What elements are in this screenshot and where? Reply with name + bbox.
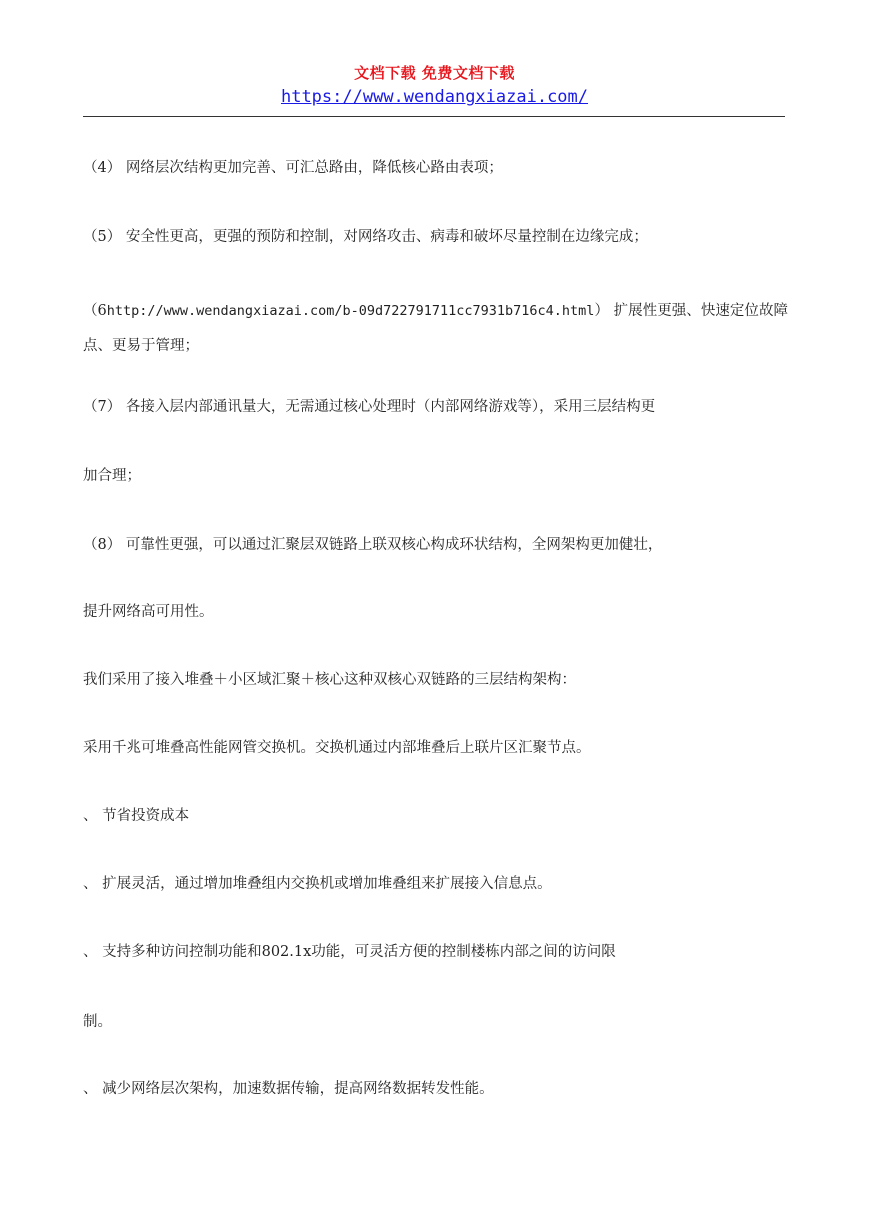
header-title: 文档下载 免费文档下载 [354,64,515,82]
bullet-2: 、 扩展灵活，通过增加堆叠组内交换机或增加堆叠组来扩展接入信息点。 [83,876,552,892]
bullet-3-line1: 、 支持多种访问控制功能和802.1x功能，可灵活方便的控制楼栋内部之间的访问限 [83,944,616,960]
paragraph-7-line2: 加合理； [83,468,141,484]
bullet-4: 、 减少网络层次架构，加速数据传输，提高网络数据转发性能。 [83,1081,494,1097]
paragraph-6-url: http://www.wendangxiazai.com/b-09d722791711cc7931b716c4.html [106,303,595,319]
paragraph-4: （4） 网络层次结构更加完善、可汇总路由，降低核心路由表项； [83,160,503,176]
paragraph-8-line2: 提升网络高可用性。 [83,604,214,620]
paragraph-7-line1: （7） 各接入层内部通讯量大，无需通过核心处理时（内部网络游戏等），采用三层结构更 [83,399,656,415]
header-link[interactable]: https://www.wendangxiazai.com/ [280,87,589,107]
bullet-3-line2: 制。 [83,1014,112,1030]
header-divider [83,116,785,117]
paragraph-8-line1: （8） 可靠性更强，可以通过汇聚层双链路上联双核心构成环状结构，全网架构更加健壮， [83,537,663,553]
paragraph-6-prefix: （6 [83,303,107,319]
architecture-intro: 我们采用了接入堆叠＋小区域汇聚＋核心这种双核心双链路的三层结构架构： [83,672,576,688]
paragraph-6 [83,294,788,364]
page-header [0,62,869,108]
bullet-1: 、 节省投资成本 [83,808,190,824]
access-layer-description: 采用千兆可堆叠高性能网管交换机。交换机通过内部堆叠后上联片区汇聚节点。 [83,740,591,756]
paragraph-5: （5） 安全性更高，更强的预防和控制，对网络攻击、病毒和破坏尽量控制在边缘完成； [83,229,648,245]
paragraph-6-text: ） 扩展性更强、快速定位故障点、更易于管理； [83,303,788,354]
